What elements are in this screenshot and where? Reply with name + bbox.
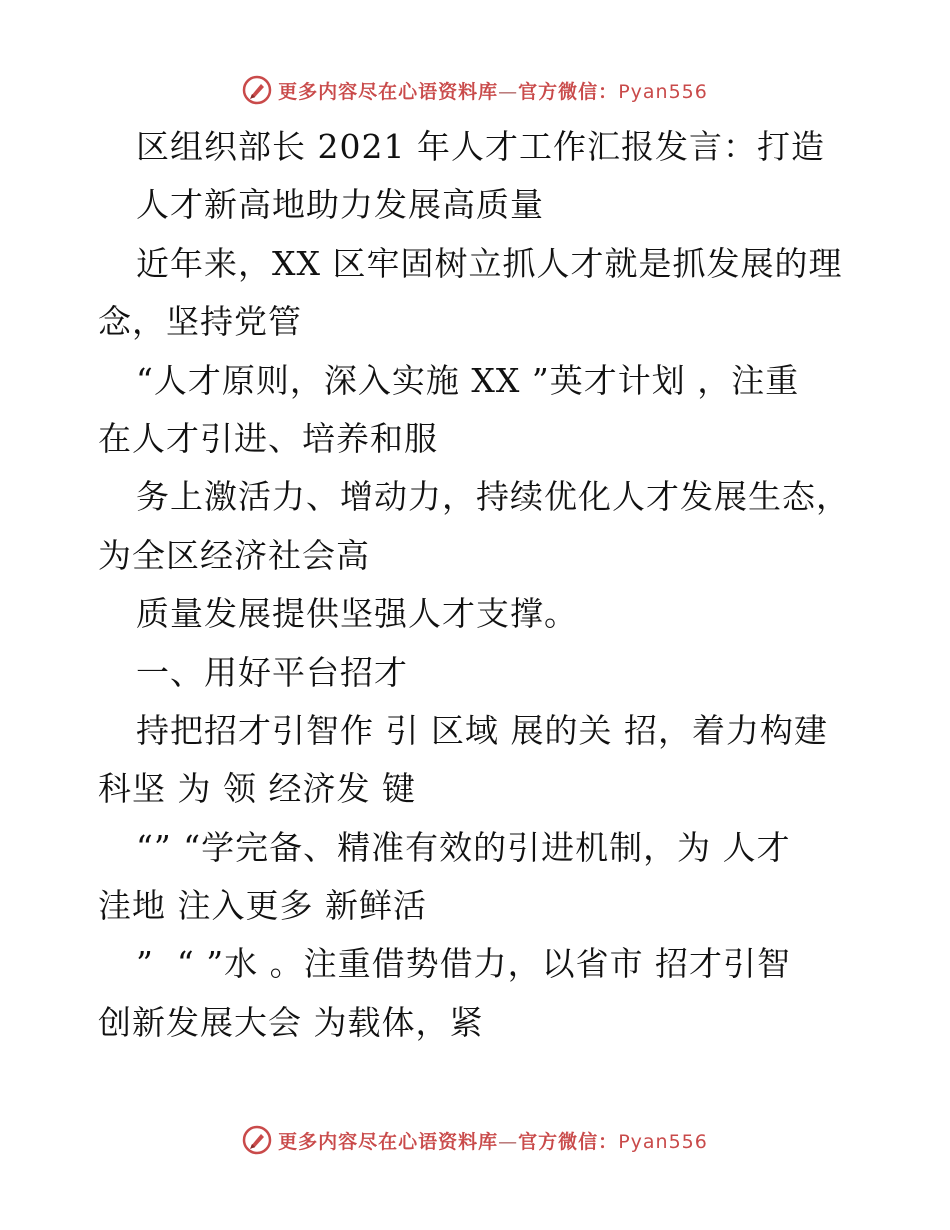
text-line: 人才新高地助力发展高质量 <box>136 185 544 225</box>
pen-logo-icon <box>242 75 272 105</box>
text-line: 创新发展大会 为载体，紧 <box>98 1002 484 1042</box>
watermark-text: 更多内容尽在心语资料库—官方微信：Pyan556 <box>278 1130 708 1153</box>
footer-watermark <box>0 1120 950 1160</box>
text-line: 科坚 为 领 经济发 键 <box>98 769 416 809</box>
watermark-group <box>242 1125 708 1155</box>
text-line: 洼地 注入更多 新鲜活 <box>98 886 427 926</box>
text-line: 为全区经济社会高 <box>98 535 370 575</box>
watermark-group <box>242 75 708 105</box>
text-line: 务上激活力、增动力，持续优化人才发展生态， <box>136 477 850 517</box>
text-line: 念，坚持党管 <box>98 302 302 342</box>
text-line: 一、用好平台招才 <box>136 652 408 692</box>
text-line: “” “学完备、精准有效的引进机制，为 人才 <box>136 827 791 867</box>
text-line: 持把招才引智作 引 区域 展的关 招，着力构建 <box>136 710 828 750</box>
text-line: 区组织部长 2021 年人才工作汇报发言：打造 <box>136 127 825 166</box>
watermark-text: 更多内容尽在心语资料库—官方微信：Pyan556 <box>278 80 708 103</box>
text-line: 近年来，XX 区牢固树立抓人才就是抓发展的理 <box>136 243 843 283</box>
text-line: “人才原则，深入实施 XX ”英才计划 ，注重 <box>136 360 800 400</box>
text-line: 在人才引进、培养和服 <box>98 418 438 458</box>
header-watermark <box>0 70 950 110</box>
text-line: ” “ ”水 。注重借势借力，以省市 招才引智 <box>136 944 792 984</box>
document-body <box>98 118 898 1052</box>
pen-logo-icon <box>242 1125 272 1155</box>
text-line: 质量发展提供坚强人才支撑。 <box>136 594 578 634</box>
